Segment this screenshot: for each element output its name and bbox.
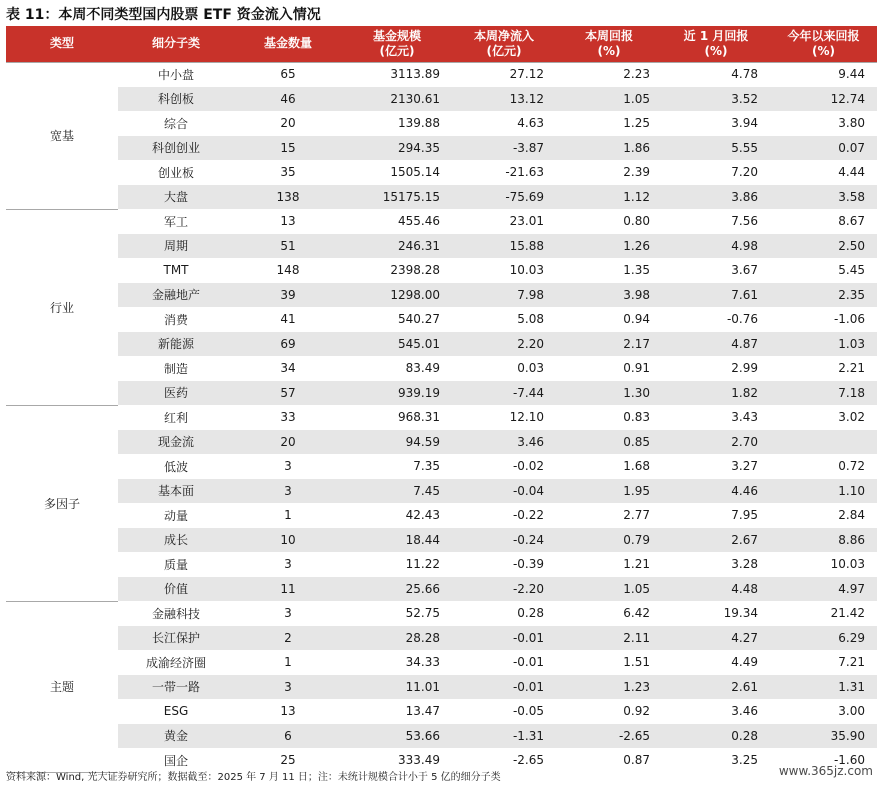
table-row [6,234,877,259]
cell-subcategory: 科创板 [118,87,234,112]
cell-ytd-return: 2.21 [770,356,877,381]
cell-weekly-net-inflow: 15.88 [452,234,556,259]
cell-subcategory: 长江保护 [118,626,234,651]
table-row [6,62,877,87]
cell-weekly-net-inflow: 2.20 [452,332,556,357]
cell-weekly-net-inflow: 4.63 [452,111,556,136]
cell-ytd-return: 35.90 [770,724,877,749]
cell-fund-size: 11.01 [342,675,452,700]
table-row [6,381,877,406]
cell-fund-size: 246.31 [342,234,452,259]
cell-subcategory: 金融地产 [118,283,234,308]
cell-weekly-return: 6.42 [556,601,662,626]
cell-subcategory: 成长 [118,528,234,553]
cell-weekly-return: 2.17 [556,332,662,357]
cell-fund-size: 42.43 [342,503,452,528]
cell-one-month-return: 3.52 [662,87,770,112]
cell-fund-size: 18.44 [342,528,452,553]
cell-one-month-return: 4.48 [662,577,770,602]
cell-fund-size: 939.19 [342,381,452,406]
column-header-weekly-return [556,26,662,62]
cell-fund-size: 15175.15 [342,185,452,210]
group-label: 多因子 [6,405,118,601]
cell-one-month-return: 3.27 [662,454,770,479]
cell-ytd-return: 10.03 [770,552,877,577]
cell-one-month-return: 2.70 [662,430,770,455]
cell-fund-count: 51 [234,234,342,259]
cell-fund-count: 13 [234,209,342,234]
cell-weekly-net-inflow: -0.24 [452,528,556,553]
cell-weekly-net-inflow: -2.20 [452,577,556,602]
cell-one-month-return: 0.28 [662,724,770,749]
table-row [6,356,877,381]
cell-subcategory: 黄金 [118,724,234,749]
cell-ytd-return: 0.07 [770,136,877,161]
cell-one-month-return: 7.56 [662,209,770,234]
column-header-text: 本周回报 [584,28,633,43]
cell-fund-count: 2 [234,626,342,651]
cell-weekly-return: 1.21 [556,552,662,577]
cell-weekly-return: 2.39 [556,160,662,185]
cell-weekly-net-inflow: -0.01 [452,675,556,700]
cell-subcategory: ESG [118,699,234,724]
cell-weekly-net-inflow: -75.69 [452,185,556,210]
cell-ytd-return: 7.18 [770,381,877,406]
cell-subcategory: 基本面 [118,479,234,504]
table-row [6,503,877,528]
column-header-weekly-net-inflow [452,26,556,62]
cell-subcategory: 大盘 [118,185,234,210]
column-header-subcategory [118,26,234,62]
cell-fund-count: 34 [234,356,342,381]
cell-fund-count: 13 [234,699,342,724]
cell-ytd-return: 8.67 [770,209,877,234]
cell-fund-size: 83.49 [342,356,452,381]
cell-weekly-return: 1.12 [556,185,662,210]
cell-weekly-return: 1.26 [556,234,662,259]
cell-subcategory: 动量 [118,503,234,528]
column-header-text: (%) [597,43,621,58]
cell-fund-size: 294.35 [342,136,452,161]
table-row [6,111,877,136]
cell-subcategory: 消费 [118,307,234,332]
table-row [6,283,877,308]
column-header-text: 基金规模 [372,28,421,43]
cell-fund-count: 20 [234,111,342,136]
cell-weekly-return: 1.35 [556,258,662,283]
cell-weekly-return: 1.51 [556,650,662,675]
cell-ytd-return: 1.10 [770,479,877,504]
cell-ytd-return: 3.58 [770,185,877,210]
column-header-text: 基金数量 [263,36,312,51]
cell-subcategory: 中小盘 [118,62,234,87]
cell-weekly-net-inflow: 12.10 [452,405,556,430]
cell-fund-count: 148 [234,258,342,283]
cell-one-month-return: 4.98 [662,234,770,259]
table-row [6,601,877,626]
cell-fund-count: 25 [234,748,342,773]
group-label: 行业 [6,209,118,405]
column-header-text: 类型 [49,36,74,51]
cell-fund-count: 46 [234,87,342,112]
column-header-fund-count [234,26,342,62]
cell-weekly-net-inflow: -0.05 [452,699,556,724]
cell-subcategory: 军工 [118,209,234,234]
cell-fund-count: 35 [234,160,342,185]
cell-weekly-return: 1.05 [556,87,662,112]
cell-fund-size: 52.75 [342,601,452,626]
cell-fund-count: 3 [234,454,342,479]
cell-one-month-return: 19.34 [662,601,770,626]
cell-ytd-return: 21.42 [770,601,877,626]
cell-ytd-return: 2.50 [770,234,877,259]
cell-weekly-return: 1.68 [556,454,662,479]
cell-fund-count: 33 [234,405,342,430]
column-header-text: 近 1 月回报 [683,28,749,43]
cell-subcategory: 金融科技 [118,601,234,626]
table-row [6,675,877,700]
column-header-text: (%) [704,43,728,58]
cell-ytd-return: 3.80 [770,111,877,136]
cell-weekly-return: 1.25 [556,111,662,136]
cell-fund-size: 53.66 [342,724,452,749]
cell-weekly-net-inflow: 0.03 [452,356,556,381]
cell-weekly-net-inflow: -0.39 [452,552,556,577]
cell-weekly-return: 0.80 [556,209,662,234]
cell-subcategory: 价值 [118,577,234,602]
cell-subcategory: 创业板 [118,160,234,185]
cell-weekly-net-inflow: -0.01 [452,626,556,651]
table-row [6,136,877,161]
cell-ytd-return: 0.72 [770,454,877,479]
table-title: 表 11：本周不同类型国内股票 ETF 资金流入情况 [6,7,321,23]
table-row [6,528,877,553]
cell-weekly-net-inflow: -0.22 [452,503,556,528]
cell-weekly-return: 3.98 [556,283,662,308]
table-row [6,430,877,455]
cell-fund-count: 11 [234,577,342,602]
cell-subcategory: 成渝经济圈 [118,650,234,675]
column-header-fund-size [342,26,452,62]
cell-weekly-return: 1.30 [556,381,662,406]
table-body [6,62,877,773]
cell-weekly-net-inflow: -1.31 [452,724,556,749]
cell-weekly-return: 1.95 [556,479,662,504]
table-row [6,405,877,430]
cell-subcategory: 制造 [118,356,234,381]
cell-weekly-net-inflow: -0.04 [452,479,556,504]
cell-weekly-net-inflow: 3.46 [452,430,556,455]
watermark: www.365jz.com [778,764,873,778]
cell-fund-count: 10 [234,528,342,553]
table-row [6,650,877,675]
table-row [6,454,877,479]
source-note: 资料来源：Wind, 光大证券研究所；数据截至：2025 年 7 月 11 日；注：未统计规模合计小于 5 亿的细分子类 [6,772,501,783]
cell-fund-count: 138 [234,185,342,210]
cell-ytd-return: 4.97 [770,577,877,602]
cell-weekly-return: 2.23 [556,62,662,87]
cell-one-month-return: 3.46 [662,699,770,724]
cell-weekly-return: 0.94 [556,307,662,332]
cell-subcategory: 质量 [118,552,234,577]
cell-weekly-net-inflow: 10.03 [452,258,556,283]
cell-one-month-return: 2.61 [662,675,770,700]
cell-weekly-net-inflow: -7.44 [452,381,556,406]
cell-weekly-return: 2.11 [556,626,662,651]
cell-weekly-net-inflow: 23.01 [452,209,556,234]
table-row [6,699,877,724]
cell-ytd-return: 3.02 [770,405,877,430]
cell-ytd-return: 2.35 [770,283,877,308]
cell-weekly-return: 0.79 [556,528,662,553]
group-label: 主题 [6,601,118,773]
table-row [6,724,877,749]
cell-subcategory: 综合 [118,111,234,136]
cell-ytd-return: 5.45 [770,258,877,283]
cell-ytd-return: 3.00 [770,699,877,724]
cell-weekly-return: 1.23 [556,675,662,700]
cell-one-month-return: 4.46 [662,479,770,504]
cell-one-month-return: 3.86 [662,185,770,210]
cell-fund-size: 3113.89 [342,62,452,87]
table-row [6,552,877,577]
cell-fund-count: 3 [234,675,342,700]
cell-one-month-return: 7.61 [662,283,770,308]
column-header-text: (亿元) [486,43,522,58]
cell-fund-size: 2130.61 [342,87,452,112]
cell-fund-size: 13.47 [342,699,452,724]
cell-fund-size: 1298.00 [342,283,452,308]
cell-weekly-net-inflow: 5.08 [452,307,556,332]
cell-ytd-return: -1.60 [770,748,877,773]
cell-subcategory: 国企 [118,748,234,773]
cell-one-month-return: 3.94 [662,111,770,136]
cell-fund-size: 545.01 [342,332,452,357]
cell-fund-size: 1505.14 [342,160,452,185]
cell-one-month-return: 5.55 [662,136,770,161]
cell-fund-size: 455.46 [342,209,452,234]
cell-one-month-return: 4.78 [662,62,770,87]
table-row [6,626,877,651]
cell-weekly-return: 1.05 [556,577,662,602]
cell-weekly-net-inflow: 27.12 [452,62,556,87]
cell-subcategory: 周期 [118,234,234,259]
cell-fund-count: 41 [234,307,342,332]
cell-ytd-return: 1.03 [770,332,877,357]
column-header-ytd-return [770,26,877,62]
cell-subcategory: 现金流 [118,430,234,455]
cell-ytd-return: 7.21 [770,650,877,675]
cell-weekly-return: 0.91 [556,356,662,381]
cell-fund-size: 333.49 [342,748,452,773]
cell-fund-size: 28.28 [342,626,452,651]
cell-one-month-return: 2.67 [662,528,770,553]
cell-weekly-return: 0.87 [556,748,662,773]
cell-subcategory: 低波 [118,454,234,479]
cell-one-month-return: 1.82 [662,381,770,406]
cell-weekly-net-inflow: -3.87 [452,136,556,161]
cell-subcategory: TMT [118,258,234,283]
table-row [6,160,877,185]
cell-weekly-return: -2.65 [556,724,662,749]
cell-fund-size: 7.35 [342,454,452,479]
cell-one-month-return: 3.28 [662,552,770,577]
cell-one-month-return: 3.43 [662,405,770,430]
column-header-text: 今年以来回报 [787,28,860,43]
cell-ytd-return: 1.31 [770,675,877,700]
cell-fund-size: 25.66 [342,577,452,602]
cell-weekly-net-inflow: 7.98 [452,283,556,308]
column-header-type [6,26,118,62]
cell-fund-count: 57 [234,381,342,406]
cell-weekly-return: 0.92 [556,699,662,724]
cell-fund-size: 94.59 [342,430,452,455]
table-row [6,577,877,602]
column-header-text: (%) [812,43,835,58]
cell-subcategory: 新能源 [118,332,234,357]
cell-one-month-return: 7.95 [662,503,770,528]
cell-one-month-return: 4.27 [662,626,770,651]
table-row [6,209,877,234]
cell-weekly-net-inflow: -21.63 [452,160,556,185]
cell-weekly-return: 2.77 [556,503,662,528]
cell-fund-count: 3 [234,601,342,626]
cell-fund-count: 1 [234,650,342,675]
cell-weekly-net-inflow: 0.28 [452,601,556,626]
table-row [6,332,877,357]
cell-fund-count: 15 [234,136,342,161]
cell-fund-count: 3 [234,479,342,504]
cell-subcategory: 一带一路 [118,675,234,700]
cell-ytd-return: -1.06 [770,307,877,332]
cell-one-month-return: -0.76 [662,307,770,332]
cell-fund-size: 2398.28 [342,258,452,283]
cell-ytd-return: 6.29 [770,626,877,651]
cell-fund-count: 65 [234,62,342,87]
cell-ytd-return: 12.74 [770,87,877,112]
group-label: 宽基 [6,62,118,209]
cell-one-month-return: 3.67 [662,258,770,283]
cell-weekly-return: 1.86 [556,136,662,161]
cell-fund-count: 39 [234,283,342,308]
cell-fund-count: 1 [234,503,342,528]
table-row [6,87,877,112]
cell-fund-count: 69 [234,332,342,357]
cell-one-month-return: 3.25 [662,748,770,773]
cell-fund-size: 540.27 [342,307,452,332]
cell-fund-size: 11.22 [342,552,452,577]
cell-subcategory: 医药 [118,381,234,406]
column-header-one-month-return [662,26,770,62]
table-row [6,307,877,332]
cell-weekly-return: 0.83 [556,405,662,430]
cell-weekly-return: 0.85 [556,430,662,455]
cell-one-month-return: 2.99 [662,356,770,381]
cell-subcategory: 科创创业 [118,136,234,161]
cell-fund-count: 3 [234,552,342,577]
cell-fund-count: 20 [234,430,342,455]
column-header-text: (亿元) [379,43,415,58]
cell-ytd-return: 2.84 [770,503,877,528]
table-row [6,185,877,210]
cell-one-month-return: 4.49 [662,650,770,675]
cell-ytd-return [770,430,877,455]
header-row [6,26,877,62]
cell-fund-size: 7.45 [342,479,452,504]
cell-ytd-return: 9.44 [770,62,877,87]
cell-fund-size: 968.31 [342,405,452,430]
cell-subcategory: 红利 [118,405,234,430]
column-header-text: 细分子类 [151,36,200,51]
cell-ytd-return: 8.86 [770,528,877,553]
table-row [6,479,877,504]
etf-flow-table [6,26,877,773]
cell-ytd-return: 4.44 [770,160,877,185]
cell-weekly-net-inflow: 13.12 [452,87,556,112]
cell-weekly-net-inflow: -0.02 [452,454,556,479]
table-row [6,258,877,283]
cell-weekly-net-inflow: -0.01 [452,650,556,675]
cell-one-month-return: 7.20 [662,160,770,185]
cell-fund-size: 34.33 [342,650,452,675]
column-header-text: 本周净流入 [473,28,534,43]
cell-weekly-net-inflow: -2.65 [452,748,556,773]
cell-fund-count: 6 [234,724,342,749]
cell-one-month-return: 4.87 [662,332,770,357]
cell-fund-size: 139.88 [342,111,452,136]
